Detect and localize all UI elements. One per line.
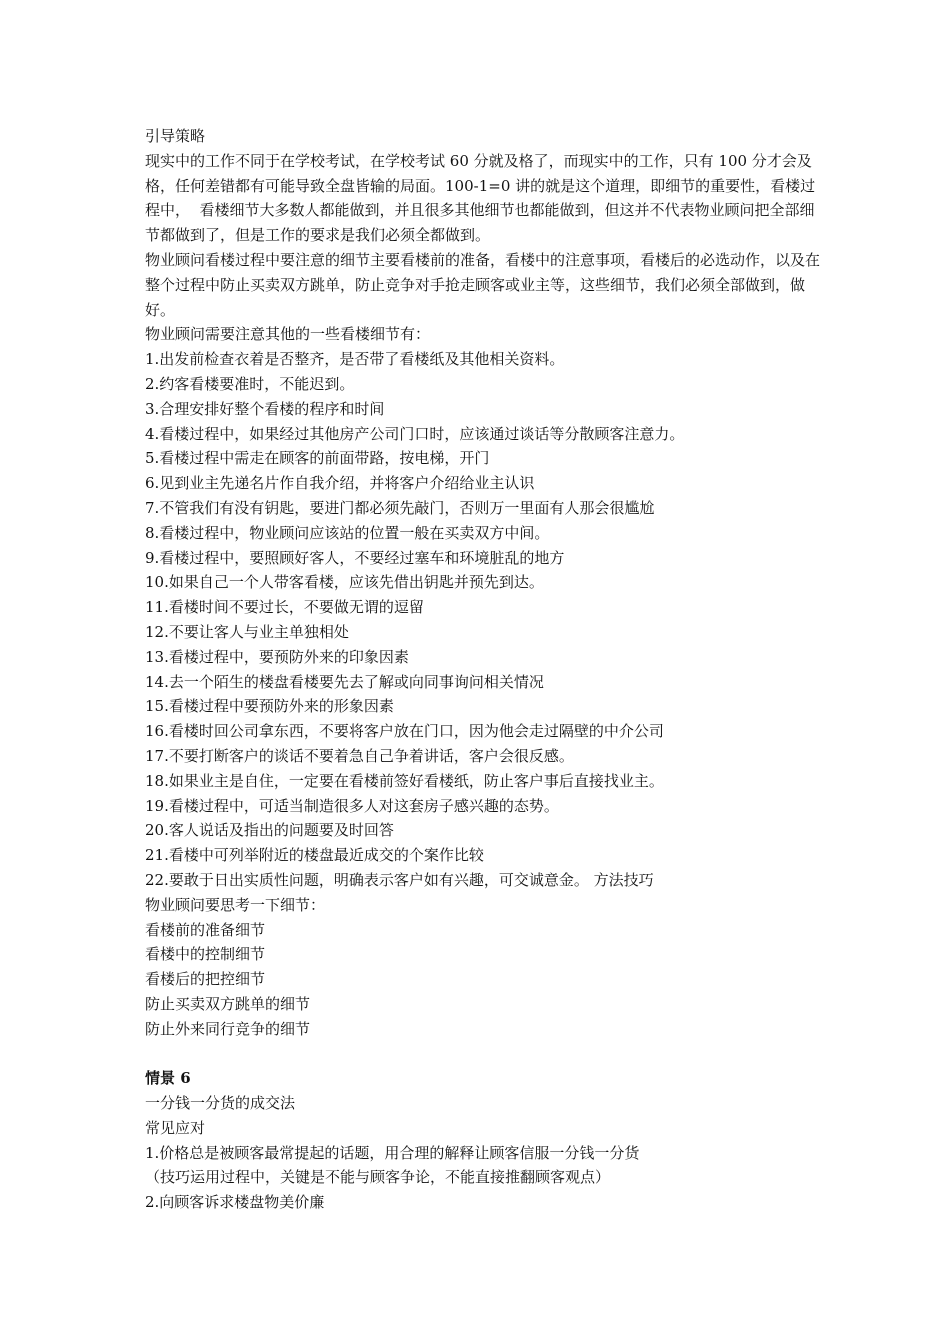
scene-line: （技巧运用过程中，关键是不能与顾客争论，不能直接推翻顾客观点）: [145, 1168, 611, 1187]
detail-item: 17.不要打断客户的谈话不要着急自己争着讲话，客户会很反感。: [145, 746, 574, 765]
detail-item: 5.看楼过程中需走在顾客的前面带路，按电梯，开门: [145, 449, 490, 468]
detail-item: 22.要敢于日出实质性问题，明确表示客户如有兴趣，可交诚意金。 方法技巧: [145, 870, 654, 889]
detail-item: 13.看楼过程中，要预防外来的印象因素: [145, 647, 409, 666]
intro-paragraph-1: 现实中的工作不同于在学校考试，在学校考试 60 分就及格了，而现实中的工作，只有 100 分才会及格，任何差错都有可能导致全盘皆输的局面。100-1=0 讲的就是这个道理，即细节的重要性，看楼过程中， 看楼细节大多数人都能做到，并且很多其他细节也都能做到，但这并不代表物业顾问把全部细节都做到了，但是工作的要求是我们必须全都做到。: [145, 151, 816, 245]
details-list-intro: 物业顾问需要注意其他的一些看楼细节有：: [145, 325, 431, 344]
detail-item: 9.看楼过程中，要照顾好客人，不要经过塞车和环境脏乱的地方: [145, 548, 565, 567]
detail-item: 4.看楼过程中，如果经过其他房产公司门口时，应该通过谈话等分散顾客注意力。: [145, 424, 685, 443]
detail-item: 6.见到业主先递名片作自我介绍，并将客户介绍给业主认识: [145, 474, 535, 493]
detail-item: 19.看楼过程中，可适当制造很多人对这套房子感兴趣的态势。: [145, 796, 559, 815]
detail-item: 18.如果业主是自住，一定要在看楼前签好看楼纸，防止客户事后直接找业主。: [145, 771, 664, 790]
detail-item: 11.看楼时间不要过长，不要做无谓的逗留: [145, 598, 424, 617]
detail-item: 2.约客看楼要准时，不能迟到。: [145, 374, 355, 393]
detail-item: 10.如果自己一个人带客看楼，应该先借出钥匙并预先到达。: [145, 573, 544, 592]
scene-line: 1.价格总是被顾客最常提起的话题，用合理的解释让顾客信服一分钱一分货: [145, 1143, 640, 1162]
detail-item: 16.看楼时回公司拿东西，不要将客户放在门口，因为他会走过隔壁的中介公司: [145, 722, 664, 741]
section-spacer: [145, 1041, 825, 1066]
detail-item: 20.客人说话及指出的问题要及时回答: [145, 821, 394, 840]
scene-section-heading: 常见应对: [145, 1118, 206, 1137]
detail-item: 7.不管我们有没有钥匙，要进门都必须先敲门，否则万一里面有人那会很尴尬: [145, 498, 655, 517]
scene-line: 2.向顾客诉求楼盘物美价廉: [145, 1193, 325, 1212]
document-page: [145, 124, 825, 1215]
detail-item: 1.出发前检查衣着是否整齐，是否带了看楼纸及其他相关资料。: [145, 350, 565, 369]
think-item: 看楼前的准备细节: [145, 920, 266, 939]
scene-subtitle: 一分钱一分货的成交法: [145, 1094, 296, 1113]
think-intro: 物业顾问要思考一下细节：: [145, 895, 326, 914]
detail-item: 14.去一个陌生的楼盘看楼要先去了解或向同事询问相关情况: [145, 672, 544, 691]
scene-title: 情景 6: [145, 1069, 191, 1088]
intro-title: 引导策略: [145, 127, 206, 145]
detail-item: 15.看楼过程中要预防外来的形象因素: [145, 697, 394, 716]
detail-item: 8.看楼过程中，物业顾问应该站的位置一般在买卖双方中间。: [145, 523, 550, 542]
think-item: 防止外来同行竞争的细节: [145, 1019, 311, 1038]
detail-item: 12.不要让客人与业主单独相处: [145, 622, 349, 641]
think-item: 看楼后的把控细节: [145, 970, 266, 989]
detail-item: 21.看楼中可列举附近的楼盘最近成交的个案作比较: [145, 846, 484, 865]
think-item: 防止买卖双方跳单的细节: [145, 994, 311, 1013]
detail-item: 3.合理安排好整个看楼的程序和时间: [145, 399, 385, 418]
think-item: 看楼中的控制细节: [145, 945, 266, 964]
intro-paragraph-2: 物业顾问看楼过程中要注意的细节主要看楼前的准备，看楼中的注意事项，看楼后的必选动作，以及在整个过程中防止买卖双方跳单，防止竞争对手抢走顾客或业主等，这些细节，我们必须全部做到，做好。: [145, 250, 821, 319]
